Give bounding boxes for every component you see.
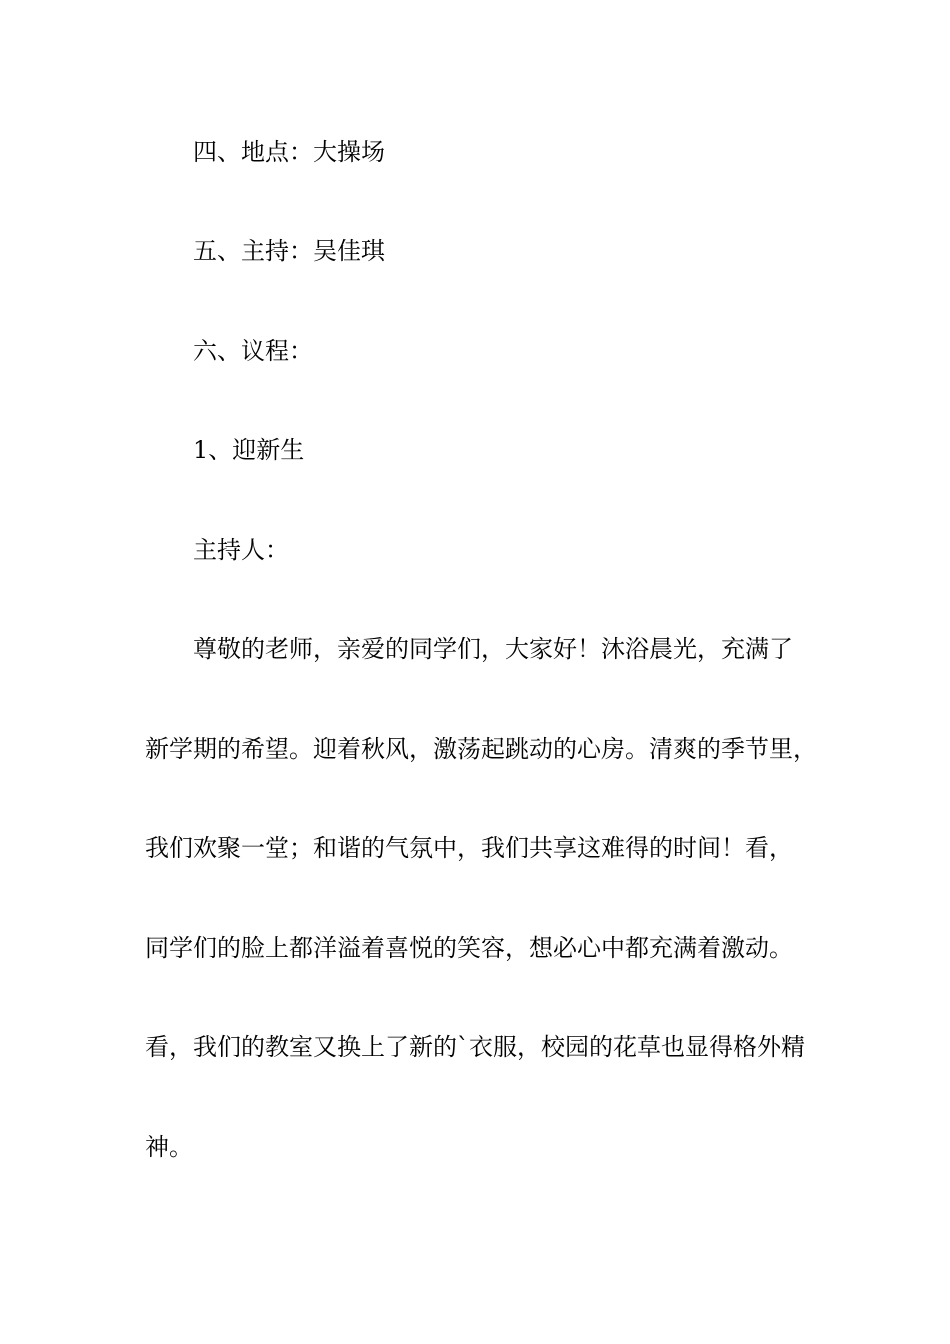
- agenda-item-1: 1、迎新生: [193, 436, 305, 464]
- paragraph-line-3: 我们欢聚一堂；和谐的气氛中，我们共享这难得的时间！看，: [145, 834, 793, 862]
- paragraph-line-6: 神。: [145, 1133, 193, 1161]
- paragraph-line-2: 新学期的希望。迎着秋风，激荡起跳动的心房。清爽的季节里，: [145, 735, 817, 763]
- paragraph-line-5: 看，我们的教室又换上了新的`衣服，校园的花草也显得格外精: [145, 1033, 805, 1061]
- speaker-label: 主持人：: [193, 536, 289, 564]
- item-agenda: 六、议程：: [193, 337, 313, 365]
- item-location: 四、地点：大操场: [193, 138, 385, 166]
- item-host: 五、主持：吴佳琪: [193, 237, 385, 265]
- paragraph-line-4: 同学们的脸上都洋溢着喜悦的笑容，想必心中都充满着激动。: [145, 934, 793, 962]
- paragraph-line-1: 尊敬的老师，亲爱的同学们，大家好！沐浴晨光，充满了: [193, 635, 793, 663]
